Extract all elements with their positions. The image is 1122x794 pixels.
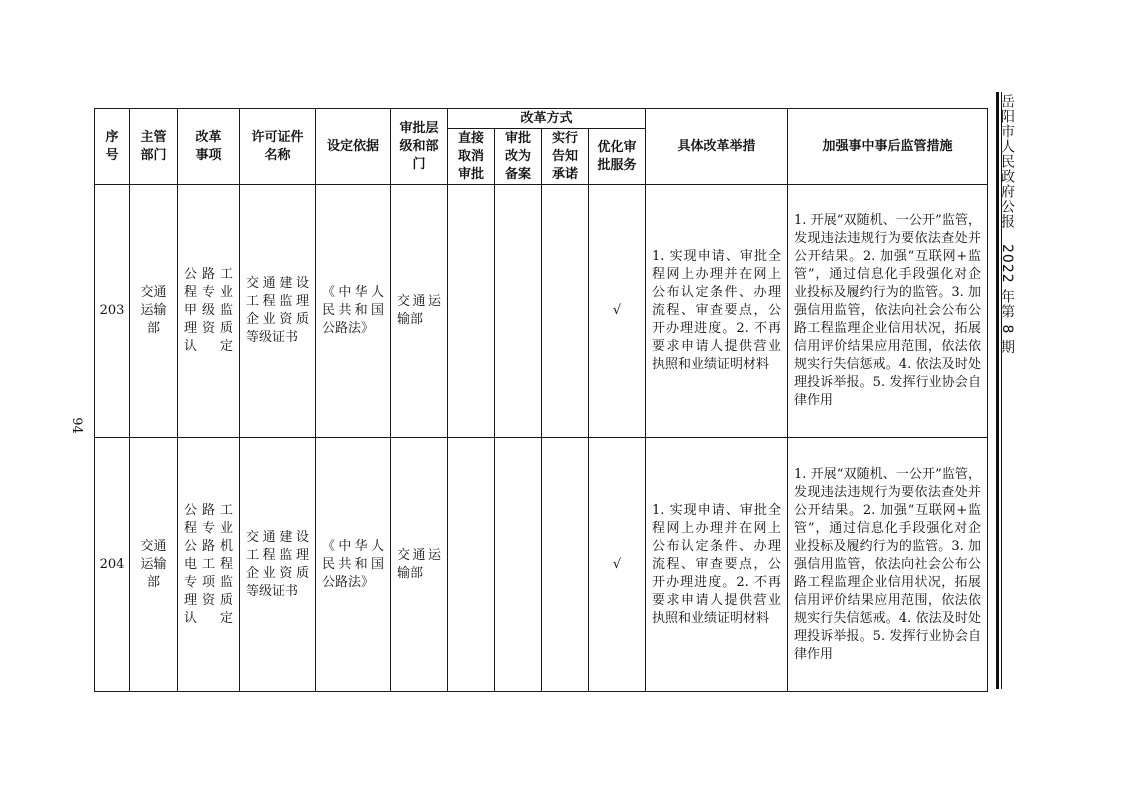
cell-cancel <box>448 438 495 692</box>
cell-item: 公路工 程专业 公路机 电工程 专项监 理资质 认定 <box>178 438 240 692</box>
header-item: 改革 事项 <box>178 109 240 185</box>
cell-notify <box>542 438 589 692</box>
cell-basis: 《中华人民共和国公路法》 <box>316 185 391 438</box>
cell-seq: 204 <box>95 438 130 692</box>
header-filing: 审批 改为 备案 <box>495 129 542 185</box>
cell-license: 交通建设工程监理企业资质等级证书 <box>240 185 316 438</box>
header-seq: 序 号 <box>95 109 130 185</box>
cell-optimize-check: √ <box>589 185 646 438</box>
running-header-title: 岳阳市人民政府公报 2022 年第 8 期 <box>999 94 1015 355</box>
header-supervision: 加强事中事后监管措施 <box>788 109 988 185</box>
cell-basis: 《中华人民共和国公路法》 <box>316 438 391 692</box>
cell-supervision: 1. 开展“双随机、一公开”监管，发现违法违规行为要依法查处并公开结果。2. 加强“互联网+监管”，通过信息化手段强化对企业投标及履约行为的监管。3. 加强信用监管，依法向社会公布公路工程监理企业信用状况，拓展信用评价结果应用范围，依法依规实行失信惩戒。4. 依法及时处理投诉举报。5. 发挥行业协会自律作用 <box>788 438 988 692</box>
page-number: 94 <box>68 417 84 434</box>
header-license: 许可证件 名称 <box>240 109 316 185</box>
cell-license: 交通建设工程监理企业资质等级证书 <box>240 438 316 692</box>
cell-item: 公路工 程专业 甲级监 理资质 认定 <box>178 185 240 438</box>
cell-seq: 203 <box>95 185 130 438</box>
cell-filing <box>495 438 542 692</box>
cell-notify <box>542 185 589 438</box>
table-row <box>95 185 988 438</box>
header-level: 审批层 级和部 门 <box>391 109 448 185</box>
header-measures: 具体改革举措 <box>646 109 788 185</box>
header-reform-mode: 改革方式 <box>448 109 646 129</box>
header-cancel: 直接 取消 审批 <box>448 129 495 185</box>
cell-optimize-check: √ <box>589 438 646 692</box>
cell-level: 交通运输部 <box>391 185 448 438</box>
cell-filing <box>495 185 542 438</box>
cell-supervision: 1. 开展“双随机、一公开”监管，发现违法违规行为要依法查处并公开结果。2. 加强“互联网+监管”，通过信息化手段强化对企业投标及履约行为的监管。3. 加强信用监管，依法向社会公布公路工程监理企业信用状况，拓展信用评价结果应用范围，依法依规实行失信惩戒。4. 依法及时处理投诉举报。5. 发挥行业协会自律作用 <box>788 185 988 438</box>
table-row <box>95 438 988 692</box>
cell-dept: 交通 运输 部 <box>130 185 178 438</box>
cell-dept: 交通 运输 部 <box>130 438 178 692</box>
reform-table <box>94 108 988 692</box>
cell-cancel <box>448 185 495 438</box>
header-dept: 主管 部门 <box>130 109 178 185</box>
header-notify: 实行 告知 承诺 <box>542 129 589 185</box>
cell-measures: 1. 实现申请、审批全程网上办理并在网上公布认定条件、办理流程、审查要点，公开办理进度。2. 不再要求申请人提供营业执照和业绩证明材料 <box>646 185 788 438</box>
cell-level: 交通运输部 <box>391 438 448 692</box>
cell-measures: 1. 实现申请、审批全程网上办理并在网上公布认定条件、办理流程、审查要点，公开办理进度。2. 不再要求申请人提供营业执照和业绩证明材料 <box>646 438 788 692</box>
header-optimize: 优化审 批服务 <box>589 129 646 185</box>
header-basis: 设定依据 <box>316 109 391 185</box>
